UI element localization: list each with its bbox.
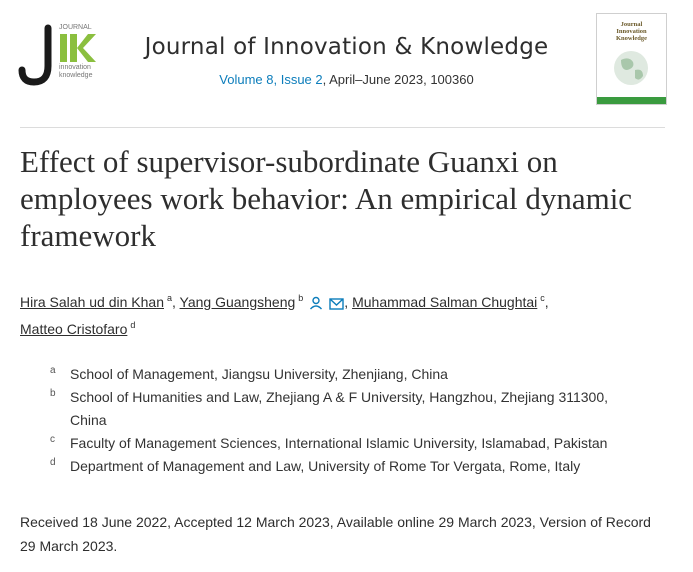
issue-date-id: , April–June 2023, 100360	[322, 72, 474, 87]
author-affiliation-sup[interactable]: c	[540, 293, 545, 304]
affiliation-text: Department of Management and Law, University of Rome Tor Vergata, Rome, Italy	[70, 458, 581, 474]
article-title: Effect of supervisor-subordinate Guanxi on employees work behavior: An empirical dynamic framework	[20, 144, 633, 253]
author-link[interactable]: Muhammad Salman Chughtai	[352, 294, 538, 310]
affiliation-text: School of Humanities and Law, Zhejiang A & F University, Hangzhou, Zhejiang 311300, China	[70, 389, 609, 428]
journal-issue-info	[0, 72, 693, 87]
person-icon[interactable]	[309, 293, 323, 317]
affiliation-item	[50, 432, 670, 455]
article-history-dates: Received 18 June 2022, Accepted 12 March 2023, Available online 29 March 2023, Version of Record 29 March 2023.	[20, 514, 651, 554]
author-affiliation-sup[interactable]: d	[130, 320, 136, 331]
journal-cover-thumbnail[interactable]	[596, 13, 667, 105]
affiliation-item	[50, 386, 670, 432]
affiliation-list	[50, 363, 670, 478]
cover-globe-icon	[611, 48, 651, 88]
author-link[interactable]: Hira Salah ud din Khan	[20, 294, 164, 310]
cover-title-line-2: Innovation	[616, 28, 647, 35]
author-affiliation-sup[interactable]: a	[167, 293, 173, 304]
affiliation-mark: a	[50, 365, 56, 376]
affiliation-mark: d	[50, 457, 56, 468]
author-separator: ,	[172, 294, 180, 310]
volume-issue-link[interactable]: Volume 8, Issue 2	[219, 72, 323, 87]
affiliation-mark: b	[50, 388, 56, 399]
author-separator: ,	[544, 294, 549, 310]
cover-title-line-3: Knowledge	[615, 35, 648, 42]
logo-line-journal: JOURNAL	[59, 24, 92, 31]
journal-header	[0, 0, 693, 128]
author-link[interactable]: Matteo Cristofaro	[20, 321, 128, 337]
logo-line-knowledge: knowledge	[59, 72, 93, 79]
cover-green-bar	[597, 97, 666, 104]
affiliation-mark: c	[50, 434, 55, 445]
author-list	[20, 290, 670, 341]
logo-line-innovation: innovation	[59, 64, 91, 71]
author-affiliation-sup[interactable]: b	[298, 293, 304, 304]
affiliation-text: School of Management, Jiangsu University, Zhenjiang, China	[70, 366, 448, 382]
author-link[interactable]: Yang Guangsheng	[179, 294, 296, 310]
journal-name[interactable]: Journal of Innovation & Knowledge	[144, 34, 549, 60]
affiliation-text: Faculty of Management Sciences, International Islamic University, Islamabad, Pakistan	[70, 435, 608, 451]
envelope-icon[interactable]	[329, 293, 344, 317]
affiliation-item	[50, 363, 670, 386]
header-divider	[20, 127, 665, 128]
cover-title	[597, 21, 666, 42]
cover-title-line-1: Journal	[620, 21, 643, 28]
affiliation-item	[50, 455, 670, 478]
author-separator: ,	[344, 294, 353, 310]
